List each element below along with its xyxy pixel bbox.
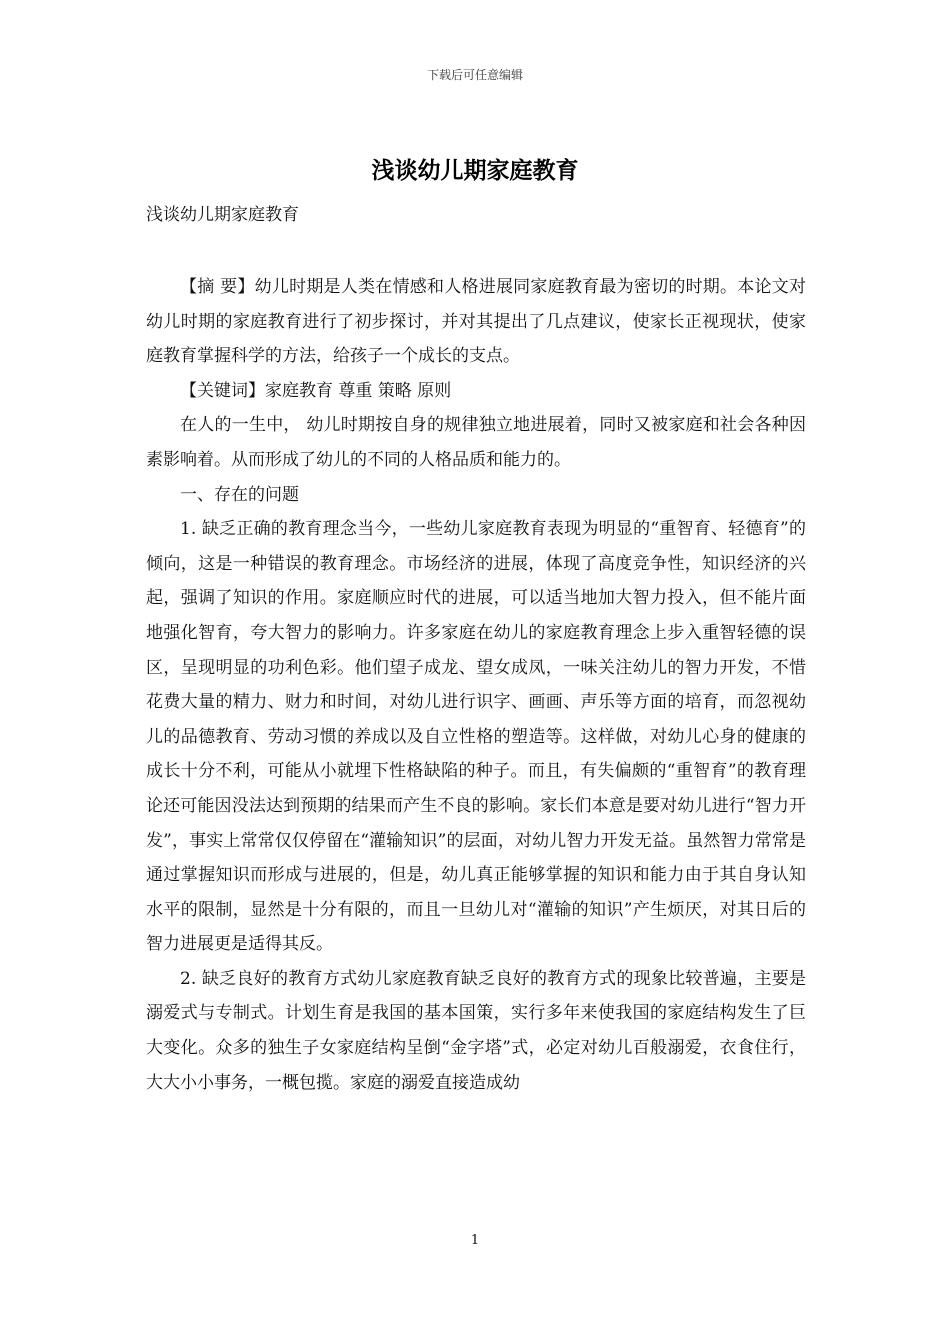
document-body — [146, 270, 806, 1100]
intro-paragraph: 在人的一生中， 幼儿时期按自身的规律独立地进展着，同时又被家庭和社会各种因素影响着。从而形成了幼儿的不同的人格品质和能力的。 — [146, 415, 806, 470]
body-paragraph: 2. 缺乏良好的教育方式幼儿家庭教育缺乏良好的教育方式的现象比较普遍，主要是溺爱式与专制式。计划生育是我国的基本国策，实行多年来使我国的家庭结构发生了巨大变化。众多的独生子女家庭结构呈倒“金字塔”式，必定对幼儿百般溺爱，衣食住行，大大小小事务，一概包揽。家庭的溺爱直接造成幼 — [146, 968, 806, 1093]
page-number: 1 — [470, 1233, 480, 1248]
abstract-paragraph: 【摘 要】幼儿时期是人类在情感和人格进展同家庭教育最为密切的时期。本论文对幼儿时期的家庭教育进行了初步探讨，并对其提出了几点建议，使家长正视现状，使家庭教育掌握科学的方法，给孩子一个成长的支点。 — [146, 277, 806, 367]
body-paragraph: 1. 缺乏正确的教育理念当今，一些幼儿家庭教育表现为明显的“重智育、轻德育”的倾向，这是一种错误的教育理念。市场经济的进展，体现了高度竞争性，知识经济的兴起，强调了知识的作用。家庭顺应时代的进展，可以适当地加大智力投入，但不能片面地强化智育，夸大智力的影响力。许多家庭在幼儿的家庭教育理念上步入重智轻德的误区，呈现明显的功利色彩。他们望子成龙、望女成凤，一味关注幼儿的智力开发，不惜花费大量的精力、财力和时间，对幼儿进行识字、画画、声乐等方面的培育，而忽视幼儿的品德教育、劳动习惯的养成以及自立性格的塑造等。这样做，对幼儿心身的健康的成长十分不利，可能从小就埋下性格缺陷的种子。而且，有失偏颇的“重智育”的教育理论还可能因没法达到预期的结果而产生不良的影响。家长们本意是要对幼儿进行“智力开发”，事实上常常仅仅停留在“灌输知识”的层面，对幼儿智力开发无益。虽然智力常常是通过掌握知识而形成与进展的，但是，幼儿真正能够掌握的知识和能力由于其自身认知水平的限制，显然是十分有限的，而且一旦幼儿对“灌输的知识”产生烦厌，对其日后的智力进展更是适得其反。 — [146, 519, 806, 955]
page-header-note: 下载后可任意编辑 — [426, 68, 523, 82]
document-title: 浅谈幼儿期家庭教育 — [371, 157, 579, 184]
document-subtitle: 浅谈幼儿期家庭教育 — [146, 205, 299, 225]
section-heading: 一、存在的问题 — [180, 484, 299, 505]
keywords-paragraph: 【关键词】家庭教育 尊重 策略 原则 — [180, 380, 452, 401]
